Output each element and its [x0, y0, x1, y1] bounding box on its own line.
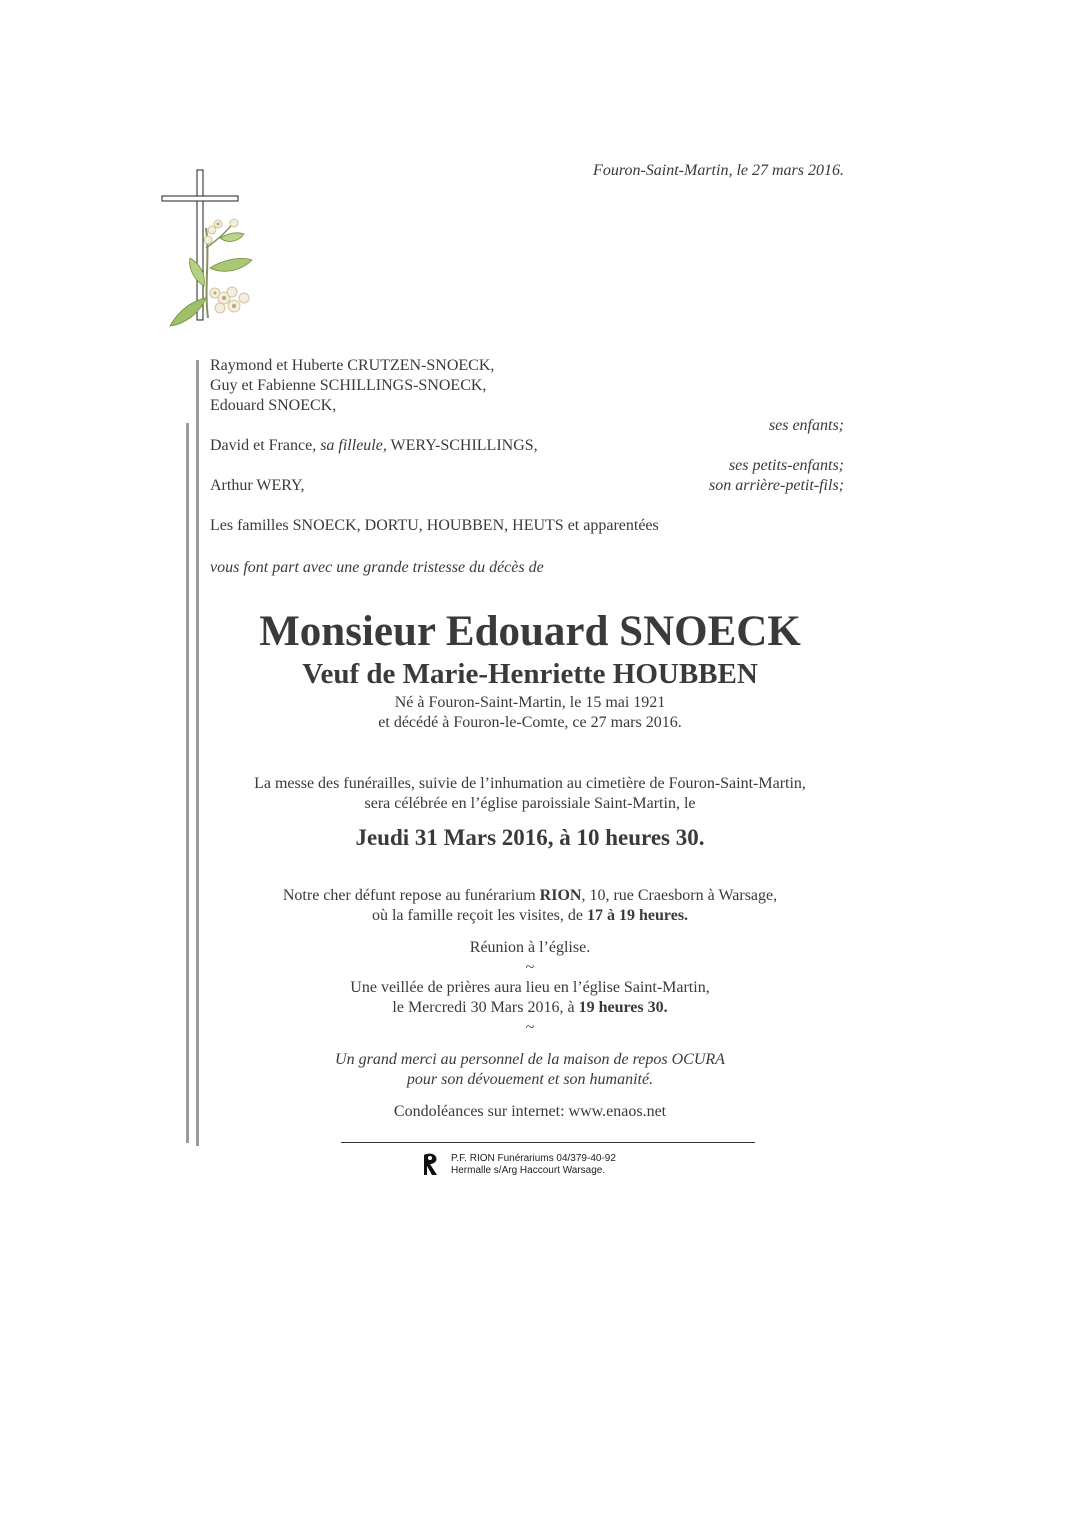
child-line: Edouard SNOECK, — [210, 397, 337, 414]
cross-flower-icon — [160, 168, 260, 333]
announce-line: vous font part avec une grande tristesse du décès de — [210, 559, 544, 576]
vigil-line-2 — [200, 998, 860, 1018]
vigil-text: le Mercredi 30 Mars 2016, à — [392, 999, 579, 1016]
visitation-text: Notre cher défunt repose au funérarium — [282, 887, 540, 904]
tilde-separator: ~ — [525, 1019, 535, 1036]
vigil-hour: 19 heures 30. — [578, 999, 668, 1016]
death-line: et décédé à Fouron-le-Comte, ce 27 mars 2016. — [378, 714, 682, 731]
funeral-home-name: RION — [539, 887, 582, 904]
grandchildren-role: ses petits-enfants; — [728, 457, 844, 474]
visitation-text: , 10, rue Craesborn à Warsage, — [581, 887, 778, 904]
children-role: ses enfants; — [768, 417, 844, 434]
footer-rule — [341, 1142, 755, 1143]
funeral-home-logo-icon — [422, 1152, 440, 1176]
condolences-line: Condoléances sur internet: www.enaos.net — [393, 1103, 667, 1120]
funeral-date: Jeudi 31 Mars 2016, à 10 heures 30. — [355, 825, 705, 850]
funeral-line-1: La messe des funérailles, suivie de l’inhumation au cimetière de Fouron-Saint-Martin, — [254, 775, 806, 792]
footer-text — [451, 1153, 616, 1177]
vigil-line-1: Une veillée de prières aura lieu en l’église Saint-Martin, — [350, 979, 710, 996]
families-line: Les familles SNOECK, DORTU, HOUBBEN, HEUTS et apparentées — [210, 517, 659, 534]
great-grandchild-role: son arrière-petit-fils; — [709, 477, 844, 494]
footer-line-2: Hermalle s/Arg Haccourt Warsage. — [451, 1165, 606, 1176]
grandchildren-goddaughter: , sa filleule, — [312, 437, 387, 454]
children-list — [210, 356, 494, 416]
deceased-name: Monsieur Edouard SNOECK — [259, 608, 801, 655]
grandchildren-names-part: David et France — [210, 437, 313, 454]
meeting-line: Réunion à l’église. — [469, 939, 591, 956]
deceased-widower: Veuf de Marie-Henriette HOUBBEN — [302, 658, 758, 690]
child-line: Raymond et Huberte CRUTZEN-SNOECK, — [210, 357, 495, 374]
footer-line-1: P.F. RION Funérariums 04/379-40-92 — [451, 1153, 616, 1164]
grandchildren-names-part: WERY-SCHILLINGS, — [386, 437, 538, 454]
left-rule-inner — [196, 360, 199, 1146]
place-date: Fouron-Saint-Martin, le 27 mars 2016. — [593, 162, 844, 179]
birth-line: Né à Fouron-Saint-Martin, le 15 mai 1921 — [394, 694, 666, 711]
grandchildren-names — [210, 436, 538, 456]
visitation-text: où la famille reçoit les visites, de — [371, 907, 587, 924]
thanks-line-1: Un grand merci au personnel de la maison de repos OCURA — [335, 1051, 725, 1068]
great-grandchild: Arthur WERY, — [210, 477, 305, 494]
visitation-line-1 — [200, 886, 860, 906]
visitation-hours: 17 à 19 heures. — [587, 907, 689, 924]
thanks-line-2: pour son dévouement et son humanité. — [406, 1071, 654, 1088]
left-rule-outer — [186, 423, 189, 1143]
visitation-line-2 — [200, 906, 860, 926]
child-line: Guy et Fabienne SCHILLINGS-SNOECK, — [210, 377, 487, 394]
tilde-separator: ~ — [525, 959, 535, 976]
funeral-line-2: sera célébrée en l’église paroissiale Saint-Martin, le — [364, 795, 696, 812]
